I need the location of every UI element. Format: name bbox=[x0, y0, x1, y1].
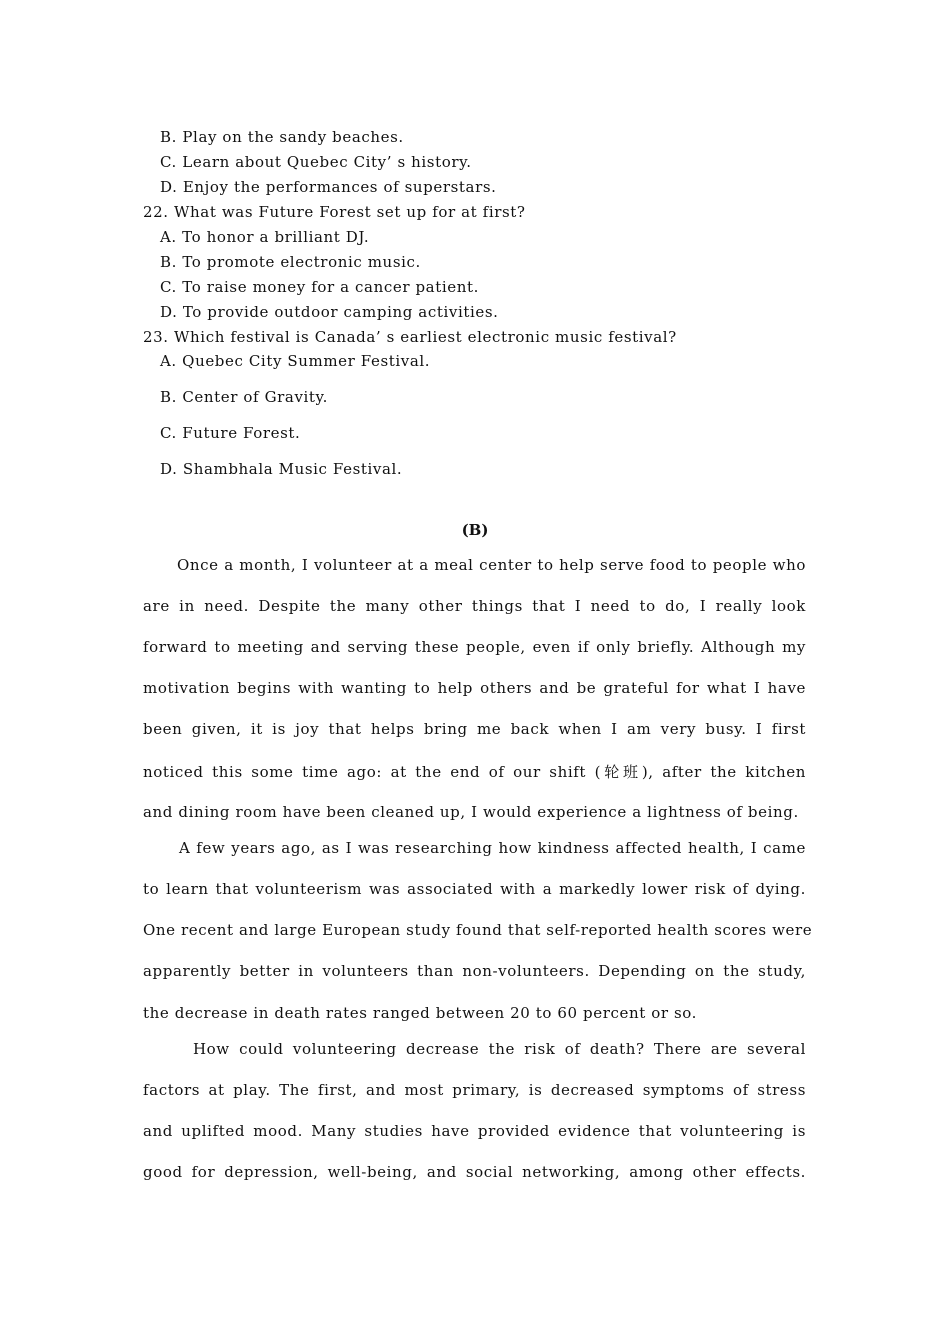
p1-line: motivation begins with wanting to help others and be grateful for what I have bbox=[143, 679, 806, 697]
q22-question: 22. What was Future Forest set up for at first? bbox=[143, 203, 526, 221]
section-b-heading: (B) bbox=[461, 521, 489, 539]
p3-line: good for depression, well-being, and social networking, among other effects. bbox=[143, 1163, 806, 1181]
p2-line: A few years ago, as I was researching how kindness affected health, I came bbox=[179, 839, 806, 857]
p2-line: to learn that volunteerism was associated with a markedly lower risk of dying. bbox=[143, 880, 806, 898]
q23-question: 23. Which festival is Canada’ s earliest electronic music festival? bbox=[143, 328, 677, 346]
q22-option-c: C. To raise money for a cancer patient. bbox=[160, 278, 479, 296]
p3-line: and uplifted mood. Many studies have provided evidence that volunteering is bbox=[143, 1122, 806, 1140]
p1-line: are in need. Despite the many other things that I need to do, I really look bbox=[143, 597, 806, 615]
p1-line: and dining room have been cleaned up, I would experience a lightness of being. bbox=[143, 803, 799, 821]
q22-option-d: D. To provide outdoor camping activities. bbox=[160, 303, 499, 321]
q23-option-d: D. Shambhala Music Festival. bbox=[160, 460, 403, 478]
p1-line: forward to meeting and serving these people, even if only briefly. Although my bbox=[143, 638, 806, 656]
p1-line: noticed this some time ago: at the end of our shift (轮班), after the kitchen bbox=[143, 763, 806, 781]
p3-line: How could volunteering decrease the risk of death? There are several bbox=[193, 1040, 806, 1058]
p2-line: apparently better in volunteers than non-volunteers. Depending on the study, bbox=[143, 962, 806, 980]
p3-line: factors at play. The first, and most primary, is decreased symptoms of stress bbox=[143, 1081, 806, 1099]
q23-option-c: C. Future Forest. bbox=[160, 424, 301, 442]
q22-option-b: B. To promote electronic music. bbox=[160, 253, 421, 271]
q21-option-d: D. Enjoy the performances of superstars. bbox=[160, 178, 497, 196]
q21-option-c: C. Learn about Quebec City’ s history. bbox=[160, 153, 472, 171]
p2-line: the decrease in death rates ranged between 20 to 60 percent or so. bbox=[143, 1004, 698, 1022]
p2-line: One recent and large European study found that self-reported health scores were bbox=[143, 921, 813, 939]
q22-option-a: A. To honor a brilliant DJ. bbox=[160, 228, 370, 246]
p1-line: been given, it is joy that helps bring me back when I am very busy. I first bbox=[143, 720, 806, 738]
q21-option-b: B. Play on the sandy beaches. bbox=[160, 128, 404, 146]
q23-option-a: A. Quebec City Summer Festival. bbox=[160, 352, 431, 370]
q23-option-b: B. Center of Gravity. bbox=[160, 388, 329, 406]
p1-line: Once a month, I volunteer at a meal center to help serve food to people who bbox=[177, 556, 806, 574]
